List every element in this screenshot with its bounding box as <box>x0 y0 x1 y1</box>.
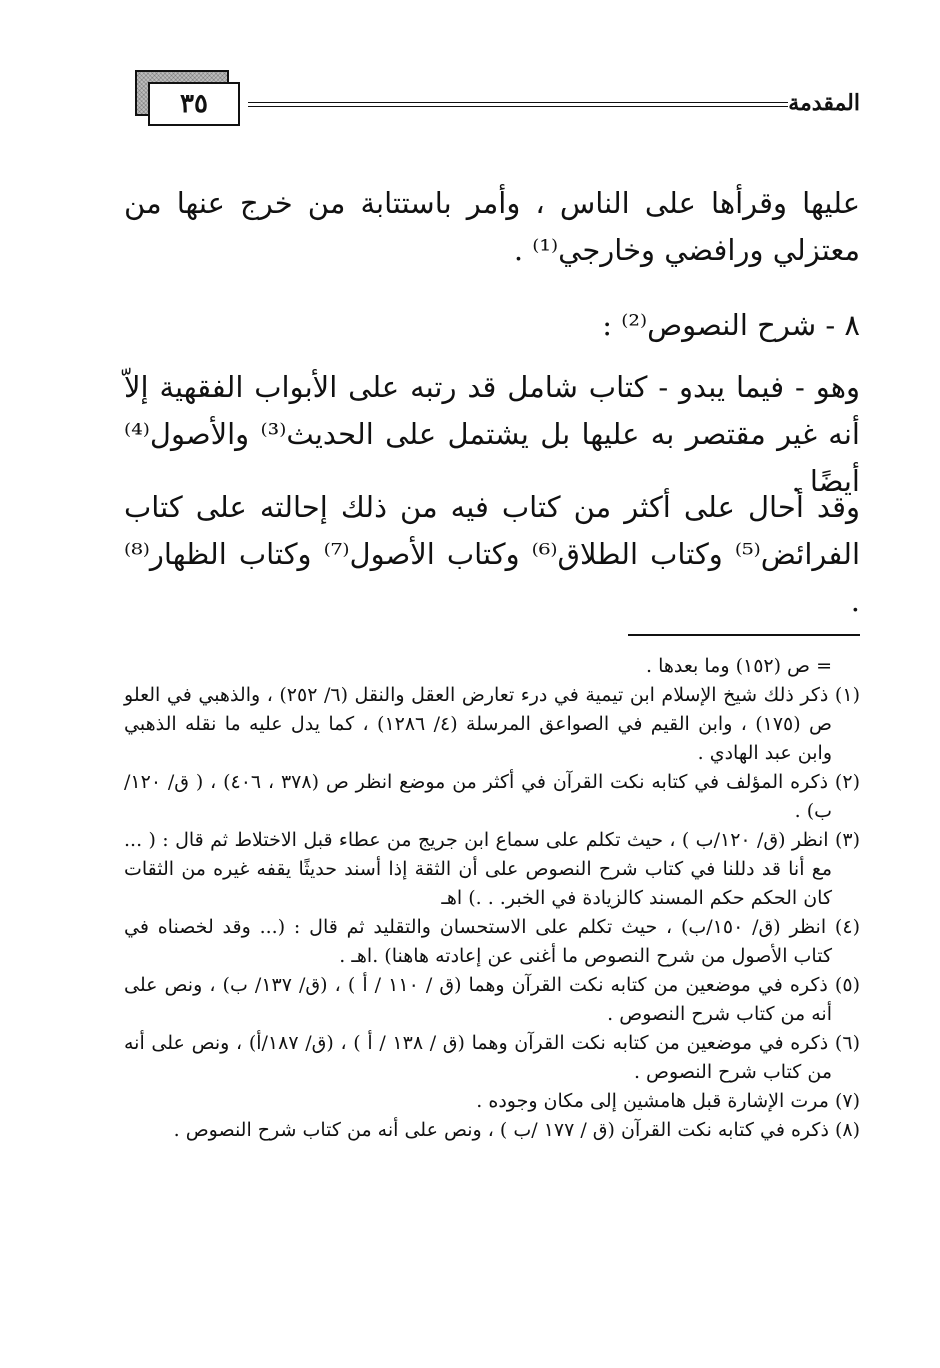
footnote-6: (٦) ذكره في موضعين من كتابه نكت القرآن وهما (ق / ١٣٨ / أ ) ، (ق/ ١٨٧/أ) ، ونص على أنه من كتاب شرح النصوص . <box>124 1032 860 1083</box>
footnote-8: (٨) ذكره في كتابه نكت القرآن (ق / ١٧٧ /ب ) ، ونص على أنه من كتاب شرح النصوص . <box>173 1119 860 1141</box>
body-paragraph-1: عليها وقرأها على الناس ، وأمر باستتابة من خرج عنها من معتزلي ورافضي وخارجي⁽¹⁾ . <box>124 186 860 267</box>
footnote-4: (٤) انظر (ق/ ١٥٠/ب) ، حيث تكلم على الاستحسان والتقليد ثم قال : (... وقد لخصناه في كتاب الأصول من شرح النصوص ما أغنى عن إعادته هاهنا) .اهـ . <box>124 916 860 967</box>
footnote-1: (١) ذكر ذلك شيخ الإسلام ابن تيمية في درء تعارض العقل والنقل (٦/ ٢٥٢) ، والذهبي في العلو ص (١٧٥) ، وابن القيم في الصواعق المرسلة (٤/ ١٢٨٦) ، كما يدل عليه ما نقله الذهبي وابن عبد الهادي . <box>124 684 860 764</box>
body-paragraph-3: وقد أحال على أكثر من كتاب فيه من ذلك إحالته على كتاب الفرائض⁽⁵⁾ وكتاب الطلاق⁽⁶⁾ وكتاب الأصول⁽⁷⁾ وكتاب الظهار⁽⁸⁾ . <box>124 490 860 618</box>
footnote-3: (٣) انظر (ق/ ١٢٠/ب ) ، حيث تكلم على سماع ابن جريج من عطاء قبل الاختلاط ثم قال : ( ... مع أنا قد دللنا في كتاب شرح النصوص على أن الثقة إذا أسند حديثًا يقفه غيره من الثقات كان الحكم حكم المسند كالزيادة في الخبر. . .) اهـ <box>124 829 860 909</box>
footnote-2: (٢) ذكره المؤلف في كتابه نكت القرآن في أكثر من موضع انظر ص (٣٧٨ ، ٤٠٦) ، ( ق/ ١٢٠/ ب) . <box>124 771 860 822</box>
footnote-separator <box>628 634 860 636</box>
body-paragraph-2: وهو - فيما يبدو - كتاب شامل قد رتبه على الأبواب الفقهية إلاّ أنه غير مقتصر به عليها بل يشتمل على الحديث⁽³⁾ والأصول⁽⁴⁾ أيضًا . <box>124 370 860 498</box>
footnote-5: (٥) ذكره في موضعين من كتابه نكت القرآن وهما (ق / ١١٠ / أ ) ، (ق/ ١٣٧/ ب) ، ونص على أنه من كتاب شرح النصوص . <box>124 974 860 1025</box>
running-head: المقدمة <box>788 90 860 116</box>
page-number: ٣٥ <box>148 82 240 126</box>
header-rule <box>248 102 788 107</box>
footnotes <box>124 652 860 1145</box>
section-heading-8: ٨ - شرح النصوص⁽²⁾ : <box>602 308 860 342</box>
footnote-7: (٧) مرت الإشارة قبل هامشين إلى مكان وجوده . <box>476 1090 860 1112</box>
footnote-continuation: = ص (١٥٢) وما بعدها . <box>646 655 832 677</box>
